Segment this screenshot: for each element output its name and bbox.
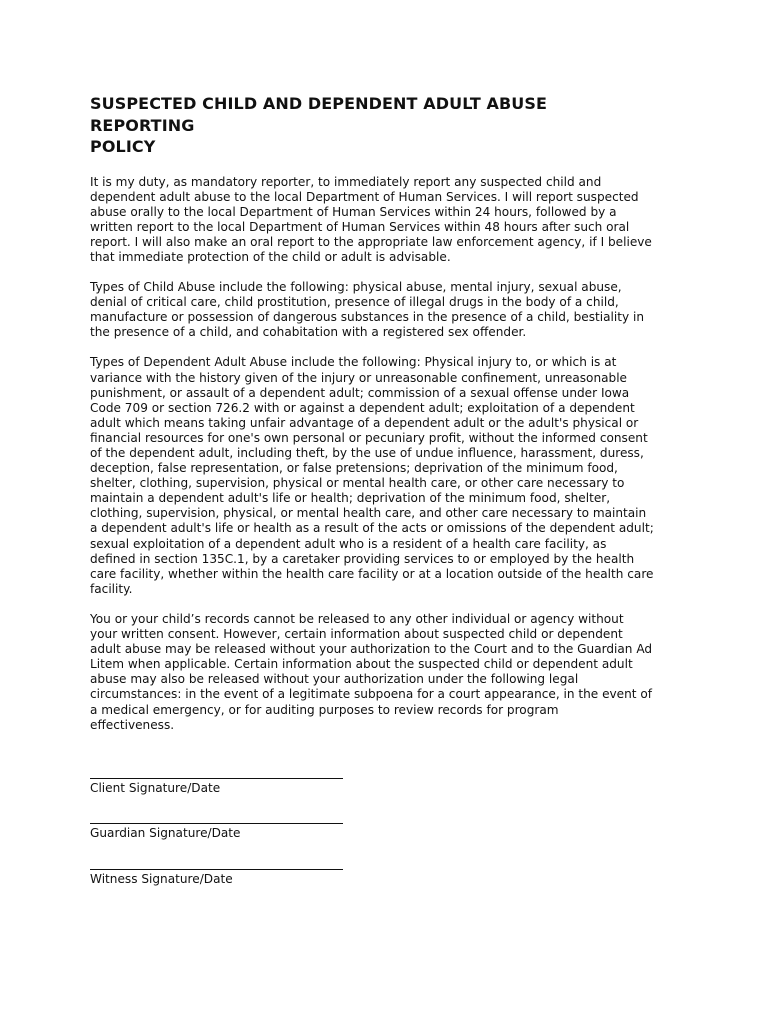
witness-signature-line[interactable] [90, 869, 343, 870]
witness-signature-label: Witness Signature/Date [90, 872, 233, 886]
text-line: sexual exploitation of a dependent adult who is a resident of a health care facility, as [90, 536, 607, 551]
client-signature-block[interactable] [90, 778, 343, 796]
text-line: Types of Child Abuse include the following: physical abuse, mental injury, sexual abuse, [90, 280, 622, 295]
text-line: adult which means taking unfair advantage of a dependent adult or the adult's physical or [90, 415, 639, 430]
text-line: written report to the local Department of Human Services within 48 hours after such oral [90, 219, 630, 234]
text-line: financial resources for one's own personal or pecuniary profit, without the informed consent [90, 430, 648, 445]
text-line: clothing, supervision, physical, or mental health care, and other care necessary to maintain [90, 506, 647, 521]
guardian-signature-block[interactable] [90, 823, 343, 841]
child-abuse-types-paragraph [90, 280, 680, 340]
text-line: Code 709 or section 726.2 with or against a dependent adult; exploitation of a dependent [90, 400, 635, 415]
records-release-paragraph [90, 612, 680, 733]
dependent-adult-abuse-types-paragraph [90, 355, 680, 597]
text-line: maintain a dependent adult's life or health; deprivation of the minimum food, shelter, [90, 491, 611, 506]
text-line: a dependent adult's life or health as a result of the acts or omissions of the dependent adult; [90, 521, 654, 536]
witness-signature-block[interactable] [90, 869, 343, 887]
text-line: abuse orally to the local Department of Human Services within 24 hours, followed by a [90, 204, 617, 219]
duty-paragraph [90, 175, 680, 266]
text-line: Litem when applicable. Certain information about the suspected child or dependent adult [90, 657, 633, 672]
text-line: circumstances: in the event of a legitimate subpoena for a court appearance, in the event of [90, 687, 653, 702]
text-line: abuse may also be released without your authorization under the following legal [90, 672, 579, 687]
client-signature-label: Client Signature/Date [90, 781, 221, 795]
text-line: report. I will also make an oral report to the appropriate law enforcement agency, if I believe [90, 234, 652, 249]
text-line: denial of critical care, child prostitution, presence of illegal drugs in the body of a child, [90, 295, 619, 310]
text-line: manufacture or possession of dangerous substances in the presence of a child, bestiality in [90, 310, 645, 325]
client-signature-line[interactable] [90, 778, 343, 779]
text-line: the presence of a child, and cohabitation with a registered sex offender. [90, 325, 527, 340]
text-line: care facility, whether within the health care facility or at a location outside of the health care [90, 566, 654, 581]
title-line: REPORTING [90, 115, 195, 135]
text-line: adult abuse may be released without your authorization to the Court and to the Guardian Ad [90, 642, 653, 657]
text-line: of the dependent adult, including theft, by the use of undue influence, harassment, duress, [90, 446, 644, 460]
text-line: variance with the history given of the injury or unreasonable confinement, unreasonable [90, 370, 627, 385]
text-line: shelter, clothing, supervision, physical or mental health care, or other care necessary to [90, 476, 625, 491]
guardian-signature-line[interactable] [90, 823, 343, 824]
text-line: It is my duty, as mandatory reporter, to immediately report any suspected child and [90, 174, 602, 189]
text-line: You or your child’s records cannot be released to any other individual or agency without [90, 611, 624, 626]
text-line: that immediate protection of the child or adult is advisable. [90, 249, 451, 264]
text-line: facility. [90, 581, 133, 596]
guardian-signature-label: Guardian Signature/Date [90, 826, 241, 840]
text-line: deception, false representation, or false pretensions; deprivation of the minimum food, [90, 461, 618, 476]
title-line: POLICY [90, 137, 156, 156]
text-line: dependent adult abuse to the local Department of Human Services. I will report suspected [90, 189, 639, 204]
text-line: punishment, or assault of a dependent adult; commission of a sexual offense under Iowa [90, 385, 630, 400]
document-content [90, 93, 680, 733]
text-line: effectiveness. [90, 717, 175, 732]
text-line: Types of Dependent Adult Abuse include the following: Physical injury to, or which is at [90, 355, 617, 370]
text-line: your written consent. However, certain information about suspected child or dependent [90, 627, 623, 642]
text-line: a medical emergency, or for auditing purposes to review records for program [90, 702, 559, 717]
text-line: defined in section 135C.1, by a caretaker providing services to or employed by the health [90, 551, 635, 566]
title-line: SUSPECTED CHILD AND DEPENDENT ADULT ABUSE [90, 94, 548, 113]
page-title [90, 93, 680, 158]
